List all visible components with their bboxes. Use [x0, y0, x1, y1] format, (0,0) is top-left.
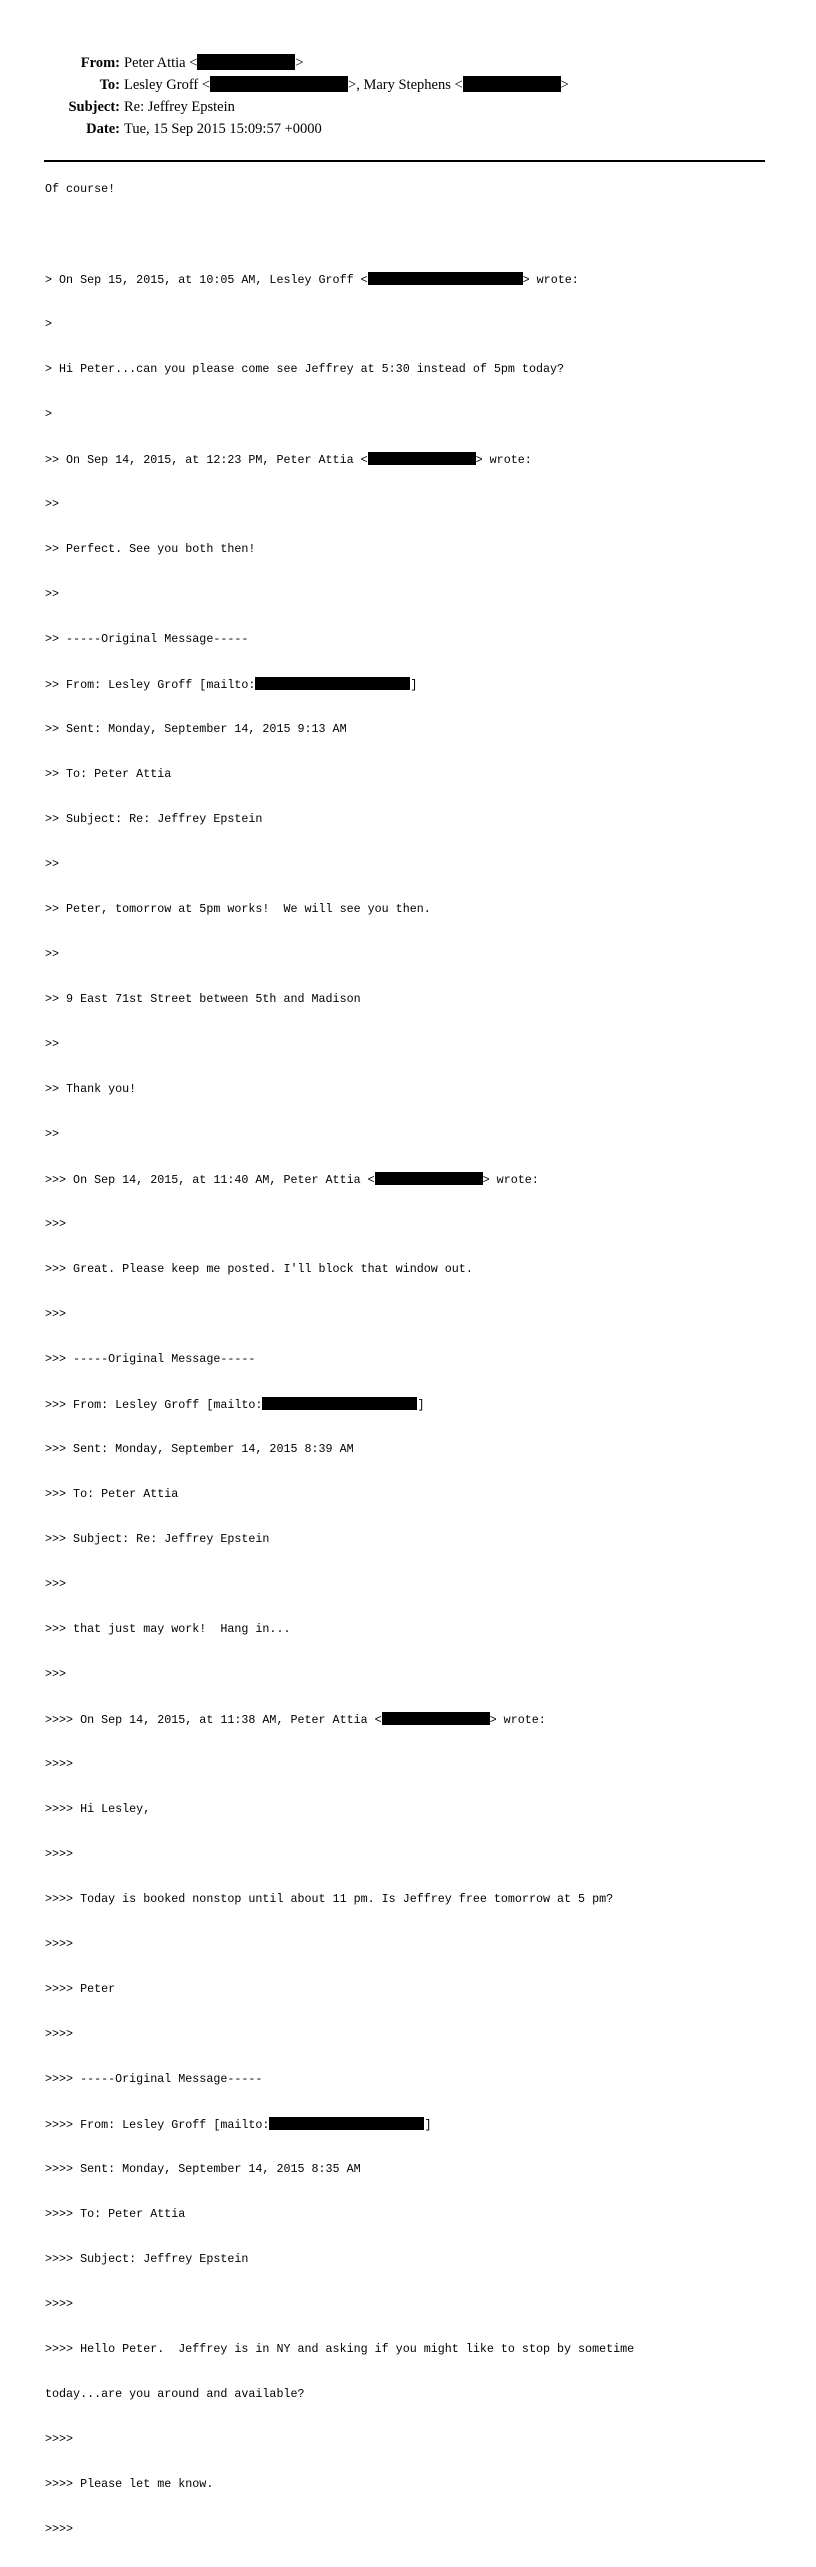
quoted-text: >>>> On Sep 14, 2015, at 11:38 AM, Peter Attia < — [45, 1713, 382, 1727]
quoted-line: >>>> — [45, 2432, 74, 2446]
redaction-box — [463, 76, 561, 92]
quoted-line: >> Sent: Monday, September 14, 2015 9:13 AM — [45, 722, 347, 736]
quoted-line: >> Thank you! — [45, 1082, 137, 1096]
quoted-text: > wrote: — [475, 453, 532, 467]
date-label: Date: — [86, 121, 120, 137]
quoted-line: >>>> Subject: Jeffrey Epstein — [45, 2252, 249, 2266]
quoted-line: >> — [45, 1127, 60, 1141]
quoted-line: >>> — [45, 1577, 67, 1591]
quoted-line: > Hi Peter...can you please come see Jeffrey at 5:30 instead of 5pm today? — [45, 362, 565, 376]
quoted-line: >> 9 East 71st Street between 5th and Madison — [45, 992, 361, 1006]
quoted-line: today...are you around and available? — [45, 2387, 305, 2401]
quoted-line: >>>> Hi Lesley, — [45, 1802, 151, 1816]
quoted-text: >>>> From: Lesley Groff [mailto: — [45, 2118, 270, 2132]
quoted-text: ] — [410, 678, 418, 692]
quoted-text: >> On Sep 14, 2015, at 12:23 PM, Peter Attia < — [45, 453, 368, 467]
quoted-line: >>>> Sent: Monday, September 14, 2015 8:35 AM — [45, 2162, 361, 2176]
from-name: Peter Attia < — [124, 55, 198, 71]
redaction-box — [368, 272, 523, 285]
quoted-line: >> — [45, 1037, 60, 1051]
quoted-text: >> From: Lesley Groff [mailto: — [45, 678, 256, 692]
quoted-line: >>>> — [45, 2027, 74, 2041]
quoted-text: > On Sep 15, 2015, at 10:05 AM, Lesley Groff < — [45, 273, 368, 287]
header-divider — [44, 160, 765, 162]
redaction-box — [382, 1712, 490, 1725]
quoted-line: >>> Great. Please keep me posted. I'll block that window out. — [45, 1262, 473, 1276]
quoted-line — [45, 452, 634, 467]
quoted-line: > — [45, 407, 53, 421]
quoted-text: ] — [417, 1398, 425, 1412]
quoted-line: >>>> — [45, 1757, 74, 1771]
quoted-line: >>> To: Peter Attia — [45, 1487, 179, 1501]
quoted-text: > wrote: — [489, 1713, 546, 1727]
quoted-line: >> — [45, 497, 60, 511]
quoted-line: >> — [45, 857, 60, 871]
quoted-line: >>>> — [45, 1847, 74, 1861]
quoted-line: >> Perfect. See you both then! — [45, 542, 256, 556]
quoted-text: > wrote: — [482, 1173, 539, 1187]
subject-label: Subject: — [68, 99, 120, 115]
quoted-line — [45, 677, 634, 692]
body-opening: Of course! — [45, 182, 116, 196]
quoted-line: >> — [45, 947, 60, 961]
quoted-line: >> To: Peter Attia — [45, 767, 172, 781]
quoted-line: >>>> Hello Peter. Jeffrey is in NY and asking if you might like to stop by sometime — [45, 2342, 635, 2356]
from-label: From: — [80, 55, 120, 71]
date-value: Tue, 15 Sep 2015 15:09:57 +0000 — [124, 121, 322, 137]
quoted-text: > wrote: — [522, 273, 579, 287]
to-tail: > — [560, 77, 569, 93]
quoted-line: >>> — [45, 1217, 67, 1231]
redaction-box — [210, 76, 348, 92]
quoted-line: >>>> — [45, 2522, 74, 2536]
quoted-line: >>>> Peter — [45, 1982, 116, 1996]
to-value — [124, 74, 569, 96]
quoted-line: >> Peter, tomorrow at 5pm works! We will see you then. — [45, 902, 431, 916]
quoted-line: >>>> To: Peter Attia — [45, 2207, 186, 2221]
redaction-box — [375, 1172, 483, 1185]
quoted-line: >>> — [45, 1307, 67, 1321]
quoted-thread — [45, 242, 634, 2567]
from-tail: > — [295, 55, 304, 71]
quoted-line: >>>> Today is booked nonstop until about 11 pm. Is Jeffrey free tomorrow at 5 pm? — [45, 1892, 614, 1906]
quoted-line: >> Subject: Re: Jeffrey Epstein — [45, 812, 263, 826]
quoted-line — [45, 1172, 634, 1187]
subject-value: Re: Jeffrey Epstein — [124, 99, 235, 115]
redaction-box — [255, 677, 410, 690]
quoted-line: > — [45, 317, 53, 331]
quoted-line: >>>> — [45, 1937, 74, 1951]
quoted-text: >>> On Sep 14, 2015, at 11:40 AM, Peter Attia < — [45, 1173, 375, 1187]
quoted-text: >>> From: Lesley Groff [mailto: — [45, 1398, 263, 1412]
quoted-text: ] — [424, 2118, 432, 2132]
quoted-line: >>> Sent: Monday, September 14, 2015 8:39 AM — [45, 1442, 354, 1456]
quoted-line — [45, 272, 634, 287]
redaction-box — [368, 452, 476, 465]
quoted-line: >>> — [45, 1667, 67, 1681]
quoted-line — [45, 2117, 634, 2132]
quoted-line: >>> that just may work! Hang in... — [45, 1622, 291, 1636]
redaction-box — [197, 54, 295, 70]
to-name-1: Lesley Groff < — [124, 77, 211, 93]
redaction-box — [262, 1397, 417, 1410]
quoted-line — [45, 1397, 634, 1412]
quoted-line: >>> Subject: Re: Jeffrey Epstein — [45, 1532, 270, 1546]
quoted-line: >>>> -----Original Message----- — [45, 2072, 263, 2086]
quoted-line: >>>> Please let me know. — [45, 2477, 214, 2491]
redaction-box — [269, 2117, 424, 2130]
quoted-line: >> -----Original Message----- — [45, 632, 249, 646]
quoted-line: >>>> — [45, 2297, 74, 2311]
quoted-line — [45, 1712, 634, 1727]
from-value — [124, 52, 304, 74]
quoted-line: >> — [45, 587, 60, 601]
to-mid: >, Mary Stephens < — [348, 77, 463, 93]
quoted-line: >>> -----Original Message----- — [45, 1352, 256, 1366]
to-label: To: — [99, 77, 120, 93]
